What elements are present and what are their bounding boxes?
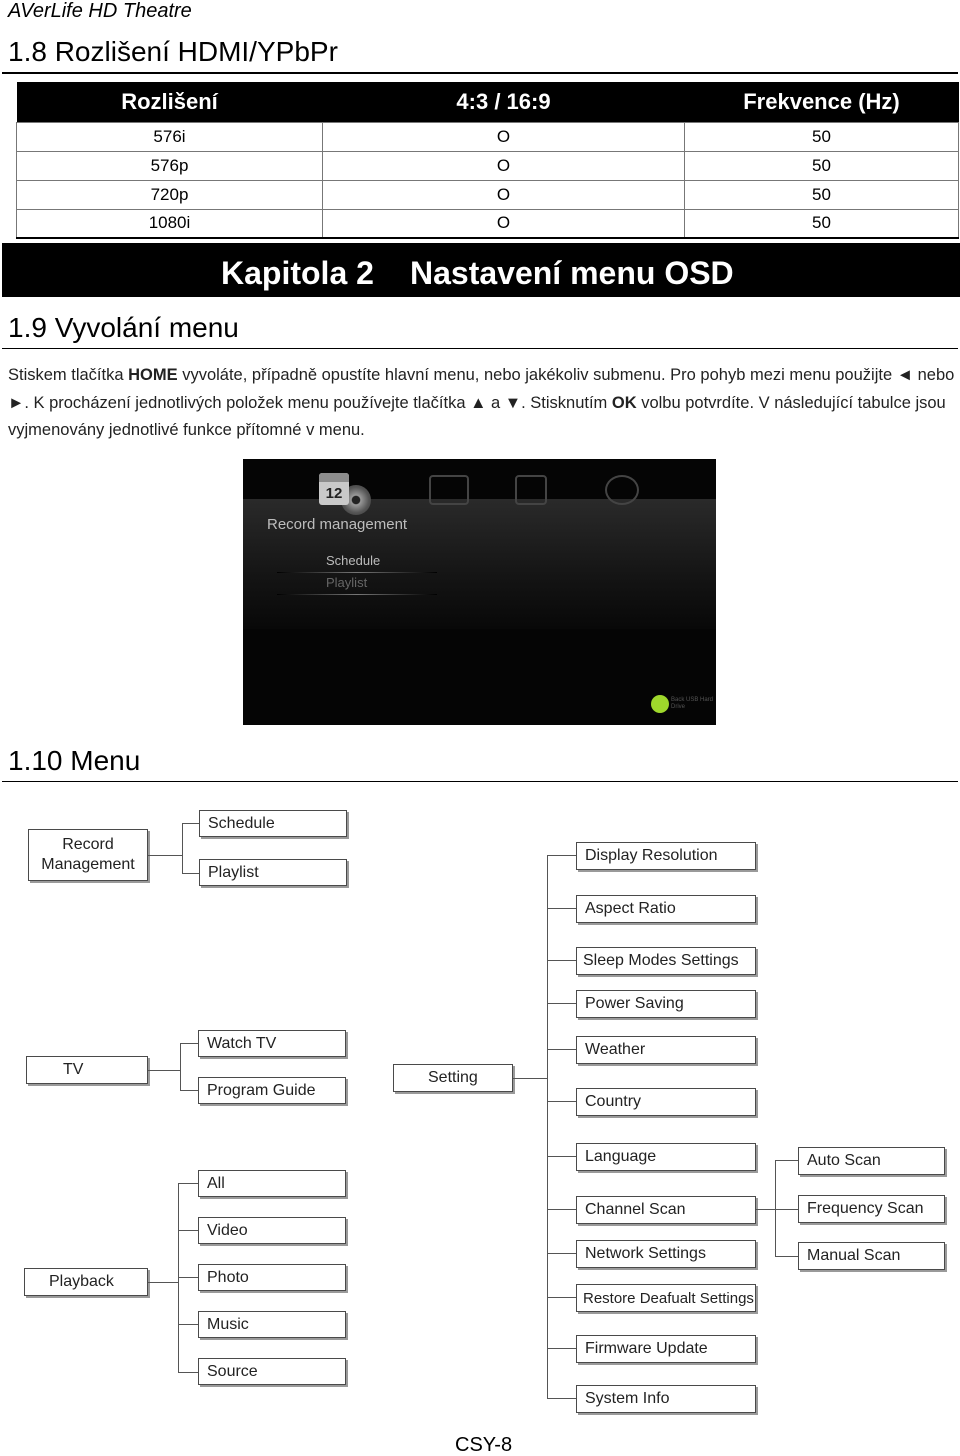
menu-node-source: Source xyxy=(198,1358,346,1385)
menu-node-setting: Setting xyxy=(393,1064,513,1092)
tree-connector xyxy=(547,1049,576,1050)
table-cell: O xyxy=(323,122,685,151)
tree-connector xyxy=(547,960,576,961)
table-cell: 720p xyxy=(17,180,323,209)
screenshot-menu-title: Record management xyxy=(267,516,408,533)
tree-connector xyxy=(547,1348,576,1349)
table-row xyxy=(17,122,959,151)
column-header-resolution: Rozlišení xyxy=(17,82,323,122)
section-divider xyxy=(2,781,958,782)
menu-node-video: Video xyxy=(198,1217,346,1244)
menu-node-language: Language xyxy=(576,1143,756,1171)
screenshot-hint: Back USB Hard Drive xyxy=(671,697,714,710)
menu-node-restore-default-settings: Restore Deafualt Settings xyxy=(576,1284,756,1312)
tree-connector xyxy=(547,1209,576,1210)
menu-node-program-guide: Program Guide xyxy=(198,1077,346,1104)
tree-connector xyxy=(180,1090,198,1091)
paragraph-text: volbu potvrdíte. V následující tabulce jsou vyjmenovány jednotlivé funkce přítomné v menu. xyxy=(8,393,946,439)
tree-connector xyxy=(547,1297,576,1298)
paragraph-text: vyvoláte, případně opustíte hlavní menu, nebo jakékoliv submenu. Pro pohyb mezi menu použijte ◄ nebo ►. K procházení jednotlivých položek menu používejte tlačítka ▲ a ▼. Stisknutím xyxy=(8,366,955,412)
menu-node-record-management: Record Management xyxy=(28,829,148,881)
menu-node-country: Country xyxy=(576,1088,756,1116)
tree-connector xyxy=(775,1256,798,1257)
menu-node-display-resolution: Display Resolution xyxy=(576,842,756,870)
menu-node-playback: Playback xyxy=(24,1268,148,1296)
menu-node-playlist: Playlist xyxy=(199,859,347,886)
menu-node-watch-tv: Watch TV xyxy=(198,1030,346,1057)
menu-node-firmware-update: Firmware Update xyxy=(576,1335,756,1363)
table-cell: O xyxy=(323,209,685,238)
table-cell: 576p xyxy=(17,151,323,180)
settings-tools-icon xyxy=(605,475,639,505)
tree-connector xyxy=(547,855,548,1399)
section-1-8-heading: 1.8 Rozlišení HDMI/YPbPr xyxy=(8,36,338,67)
menu-node-weather: Weather xyxy=(576,1036,756,1064)
tree-connector xyxy=(180,1043,198,1044)
column-header-aspect: 4:3 / 16:9 xyxy=(323,82,685,122)
section-1-9-paragraph xyxy=(8,362,958,445)
resolution-table xyxy=(16,82,959,239)
tree-connector xyxy=(178,1277,198,1278)
tree-connector xyxy=(148,855,182,856)
table-cell: O xyxy=(323,180,685,209)
table-row xyxy=(17,151,959,180)
osd-screenshot xyxy=(243,459,716,725)
tree-connector xyxy=(182,873,199,874)
menu-node-auto-scan: Auto Scan xyxy=(798,1147,945,1175)
tree-connector xyxy=(180,1043,181,1091)
section-divider xyxy=(2,72,958,74)
table-header-row xyxy=(17,82,959,122)
menu-node-schedule: Schedule xyxy=(199,810,347,837)
section-divider xyxy=(2,348,958,349)
home-key-label: HOME xyxy=(128,366,178,384)
tree-connector xyxy=(182,823,199,824)
screenshot-divider xyxy=(277,594,437,595)
tree-connector xyxy=(182,823,183,874)
tree-connector xyxy=(148,1282,178,1283)
document-brand-header: AVerLife HD Theatre xyxy=(8,0,192,22)
chapter-label: Kapitola 2 xyxy=(221,255,374,291)
table-cell: 1080i xyxy=(17,209,323,238)
screenshot-item-playlist: Playlist xyxy=(326,575,368,590)
tree-connector xyxy=(547,1101,576,1102)
tree-connector xyxy=(148,1070,180,1071)
table-row xyxy=(17,209,959,238)
tree-connector xyxy=(547,1253,576,1254)
table-cell: O xyxy=(323,151,685,180)
section-1-10-heading: 1.10 Menu xyxy=(8,745,141,776)
menu-node-system-info: System Info xyxy=(576,1385,756,1413)
menu-node-manual-scan: Manual Scan xyxy=(798,1242,945,1270)
tree-connector xyxy=(547,1156,576,1157)
chapter-banner xyxy=(2,243,960,297)
menu-node-power-saving: Power Saving xyxy=(576,990,756,1018)
menu-node-all: All xyxy=(198,1170,346,1197)
tree-connector xyxy=(547,1398,576,1399)
menu-node-aspect-ratio: Aspect Ratio xyxy=(576,895,756,923)
table-cell: 50 xyxy=(685,209,959,238)
tree-connector xyxy=(178,1183,179,1373)
tv-icon xyxy=(429,475,469,505)
menu-node-network-settings: Network Settings xyxy=(576,1240,756,1268)
tree-connector xyxy=(547,908,576,909)
tree-connector xyxy=(547,1003,576,1004)
table-row xyxy=(17,180,959,209)
menu-node-sleep-modes-settings: Sleep Modes Settings xyxy=(576,947,756,975)
chapter-title: Nastavení menu OSD xyxy=(410,255,734,291)
page-number: CSY-8 xyxy=(455,1434,513,1456)
tree-connector xyxy=(756,1209,775,1210)
tree-connector xyxy=(775,1160,798,1161)
section-1-9-heading: 1.9 Vyvolání menu xyxy=(8,312,239,343)
tree-connector xyxy=(178,1230,198,1231)
tree-connector xyxy=(178,1324,198,1325)
calendar-icon: 12 xyxy=(319,473,349,505)
screenshot-divider xyxy=(277,572,437,573)
tree-connector xyxy=(178,1183,198,1184)
tree-connector xyxy=(547,855,576,856)
tree-connector xyxy=(513,1078,547,1079)
ok-key-label: OK xyxy=(611,393,637,412)
table-cell: 576i xyxy=(17,122,323,151)
menu-node-channel-scan: Channel Scan xyxy=(576,1196,756,1224)
column-header-frequency: Frekvence (Hz) xyxy=(685,82,959,122)
playback-icon xyxy=(515,475,547,505)
table-cell: 50 xyxy=(685,151,959,180)
menu-node-photo: Photo xyxy=(198,1264,346,1291)
table-cell: 50 xyxy=(685,122,959,151)
green-button-icon xyxy=(651,695,669,713)
menu-node-frequency-scan: Frequency Scan xyxy=(798,1195,945,1223)
screenshot-item-schedule: Schedule xyxy=(326,553,381,568)
menu-node-tv: TV xyxy=(26,1056,148,1084)
tree-connector xyxy=(178,1372,198,1373)
paragraph-text: Stiskem tlačítka xyxy=(8,366,129,384)
tree-connector xyxy=(775,1209,798,1210)
menu-node-music: Music xyxy=(198,1311,346,1338)
table-cell: 50 xyxy=(685,180,959,209)
